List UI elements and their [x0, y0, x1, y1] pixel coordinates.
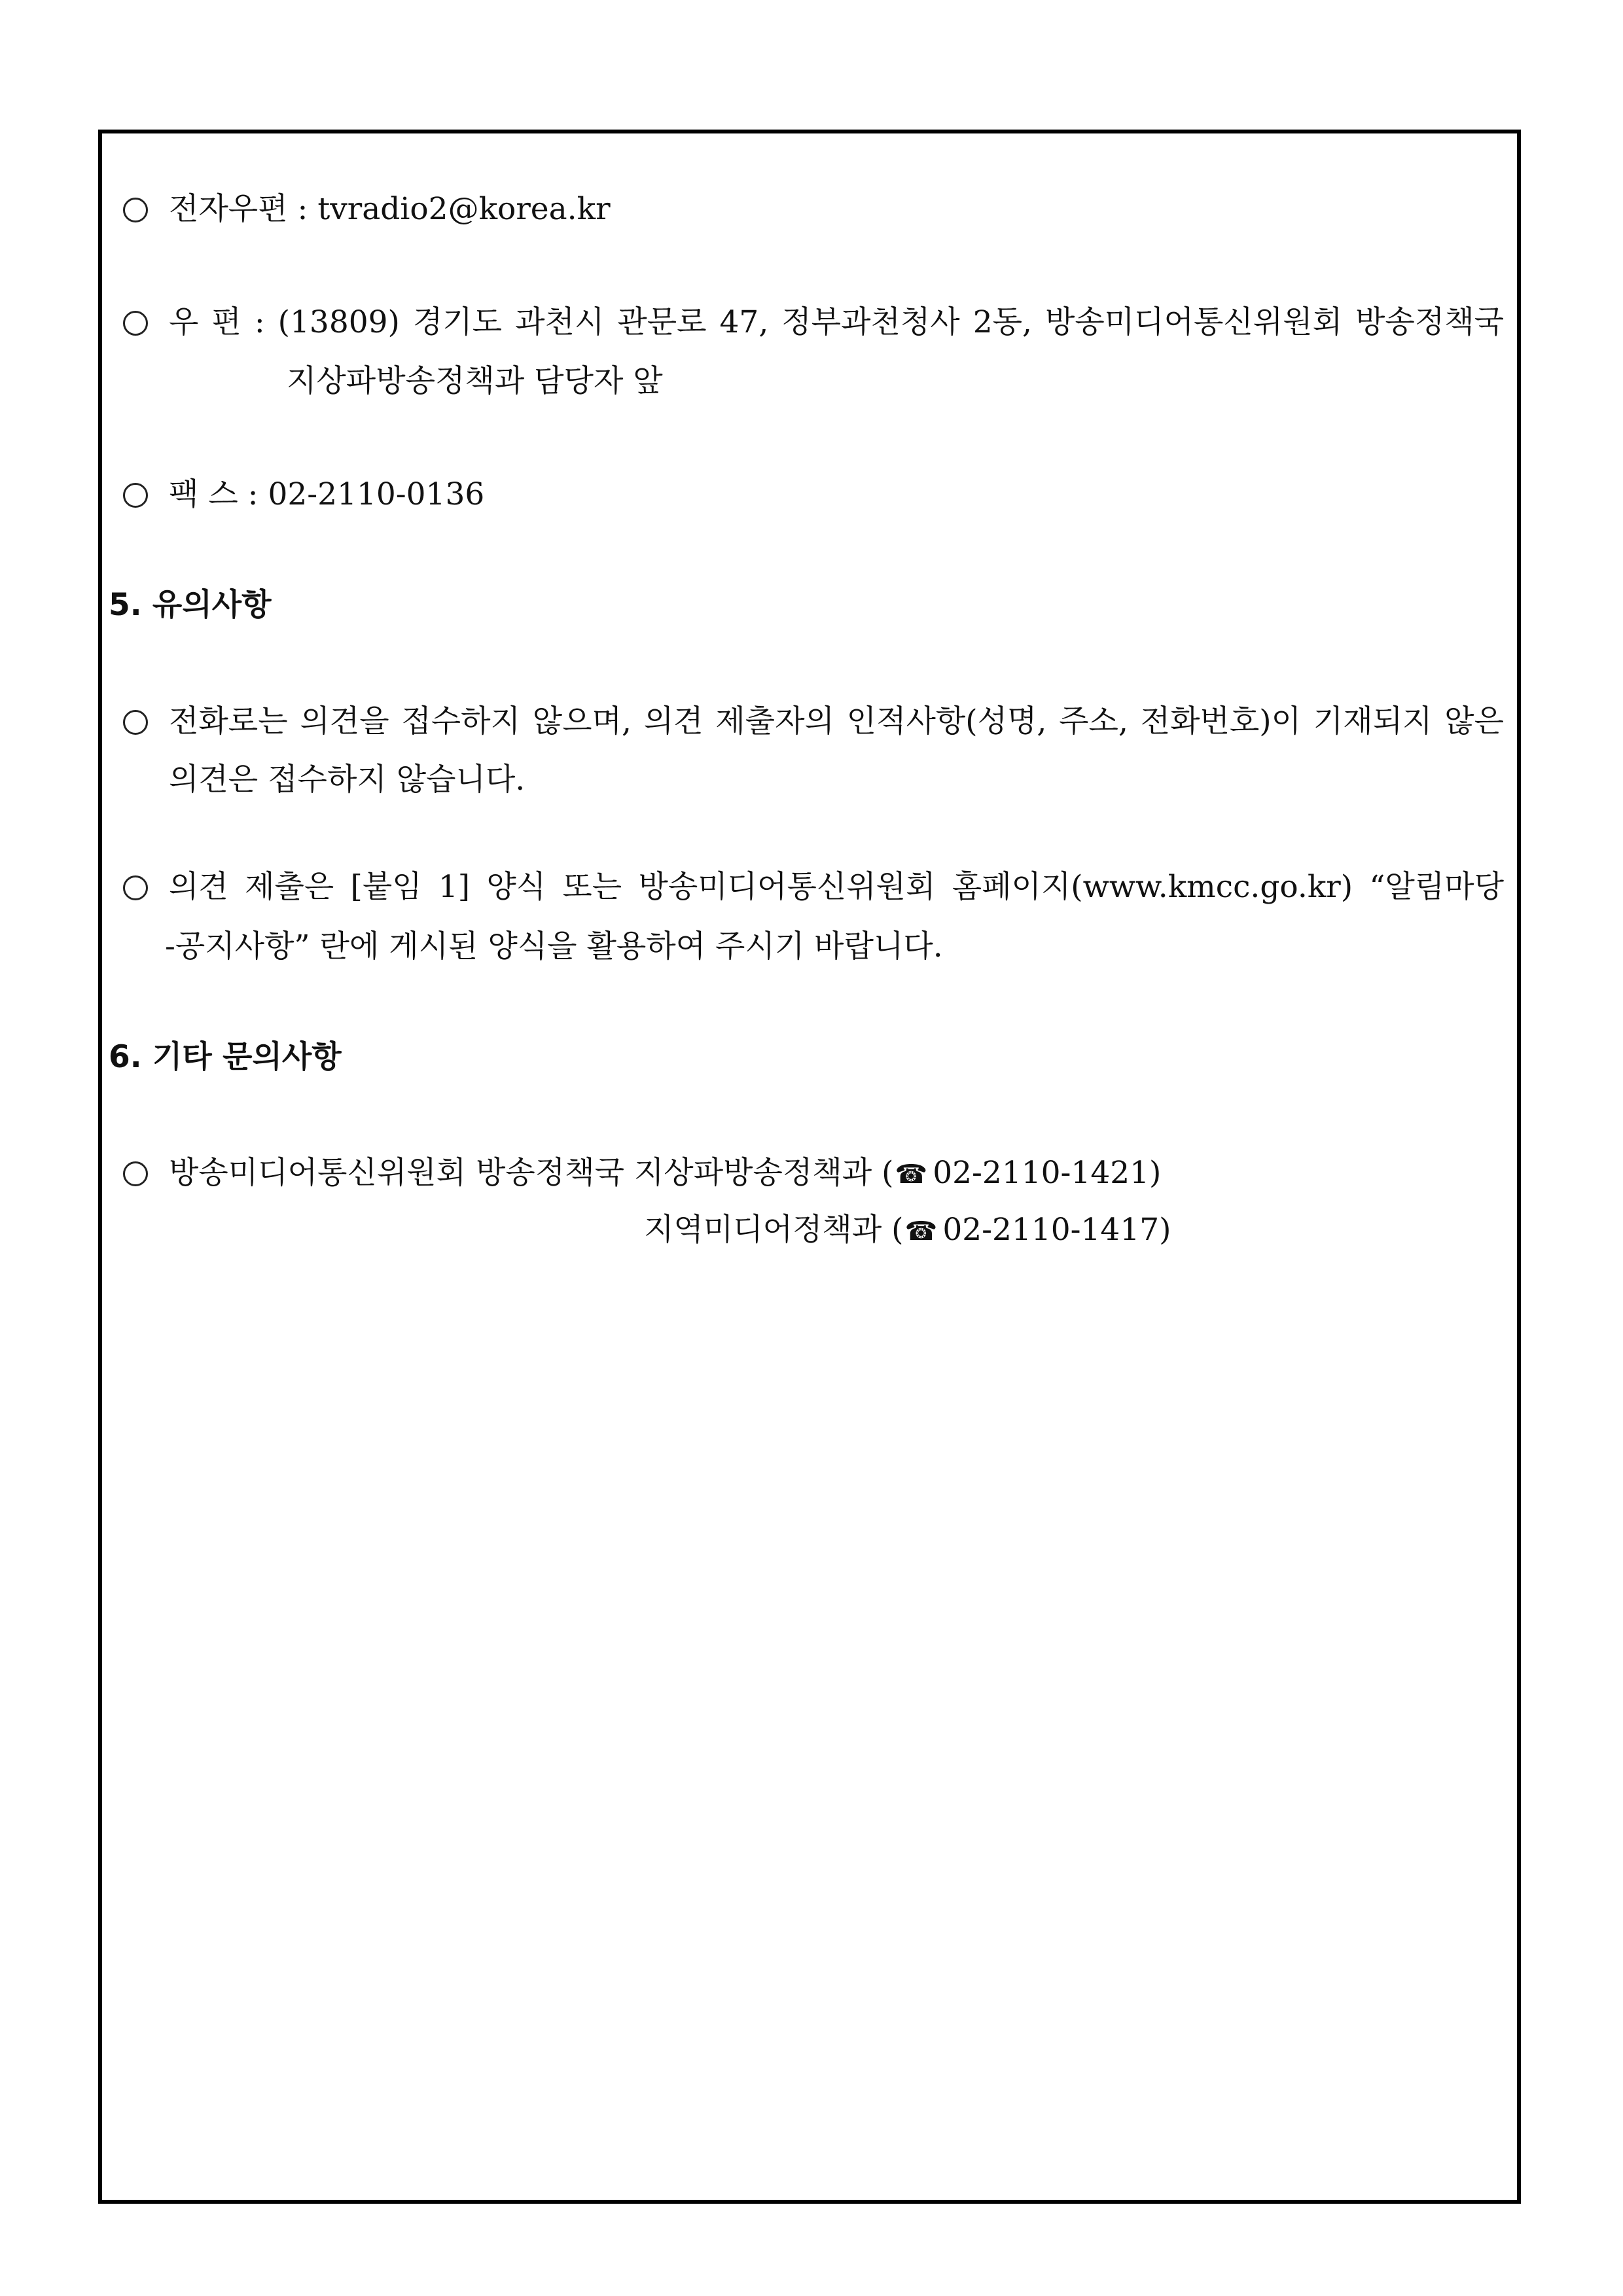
- phone-icon: ☎: [895, 1159, 928, 1190]
- section-5-heading: 5. 유의사항: [109, 587, 272, 623]
- notice-1-line-2: 의견은 접수하지 않습니다.: [169, 762, 526, 798]
- contact-2-phone: 02-2110-1417): [942, 1212, 1171, 1248]
- post-line-2: 지상파방송정책과 담당자 앞: [287, 363, 663, 399]
- post-line-1: 우 편 : (13809) 경기도 과천시 관문로 47, 정부과천청사 2동, 방송미디어통신위원회 방송정책국: [169, 304, 1504, 340]
- phone-icon: ☎: [904, 1216, 938, 1246]
- bullet-circle-icon: [123, 710, 148, 735]
- contact-1-phone: 02-2110-1421): [933, 1155, 1162, 1191]
- bullet-circle-icon: [123, 198, 148, 222]
- bullet-circle-icon: [123, 875, 148, 900]
- notice-2-line-1: 의견 제출은 [붙임 1] 양식 또는 방송미디어통신위원회 홈페이지(www.kmcc.go.kr) “알림마당: [169, 869, 1504, 905]
- contact-2-line: [644, 1210, 1171, 1251]
- email-line: 전자우편 : tvradio2@korea.kr: [169, 191, 611, 227]
- bullet-circle-icon: [123, 311, 148, 336]
- notice-2-line-2: -공지사항” 란에 게시된 양식을 활용하여 주시기 바랍니다.: [165, 928, 943, 964]
- contact-2-org: 지역미디어정책과 (: [644, 1212, 904, 1248]
- fax-line: 팩 스 : 02-2110-0136: [169, 476, 485, 512]
- contact-1-org: 방송미디어통신위원회 방송정책국 지상파방송정책과 (: [169, 1155, 894, 1191]
- section-6-heading: 6. 기타 문의사항: [109, 1039, 342, 1075]
- notice-1-line-1: 전화로는 의견을 접수하지 않으며, 의견 제출자의 인적사항(성명, 주소, 전화번호)이 기재되지 않은: [169, 703, 1504, 739]
- bullet-circle-icon: [123, 1161, 148, 1186]
- bullet-circle-icon: [123, 483, 148, 508]
- contact-1-line: [169, 1154, 1161, 1194]
